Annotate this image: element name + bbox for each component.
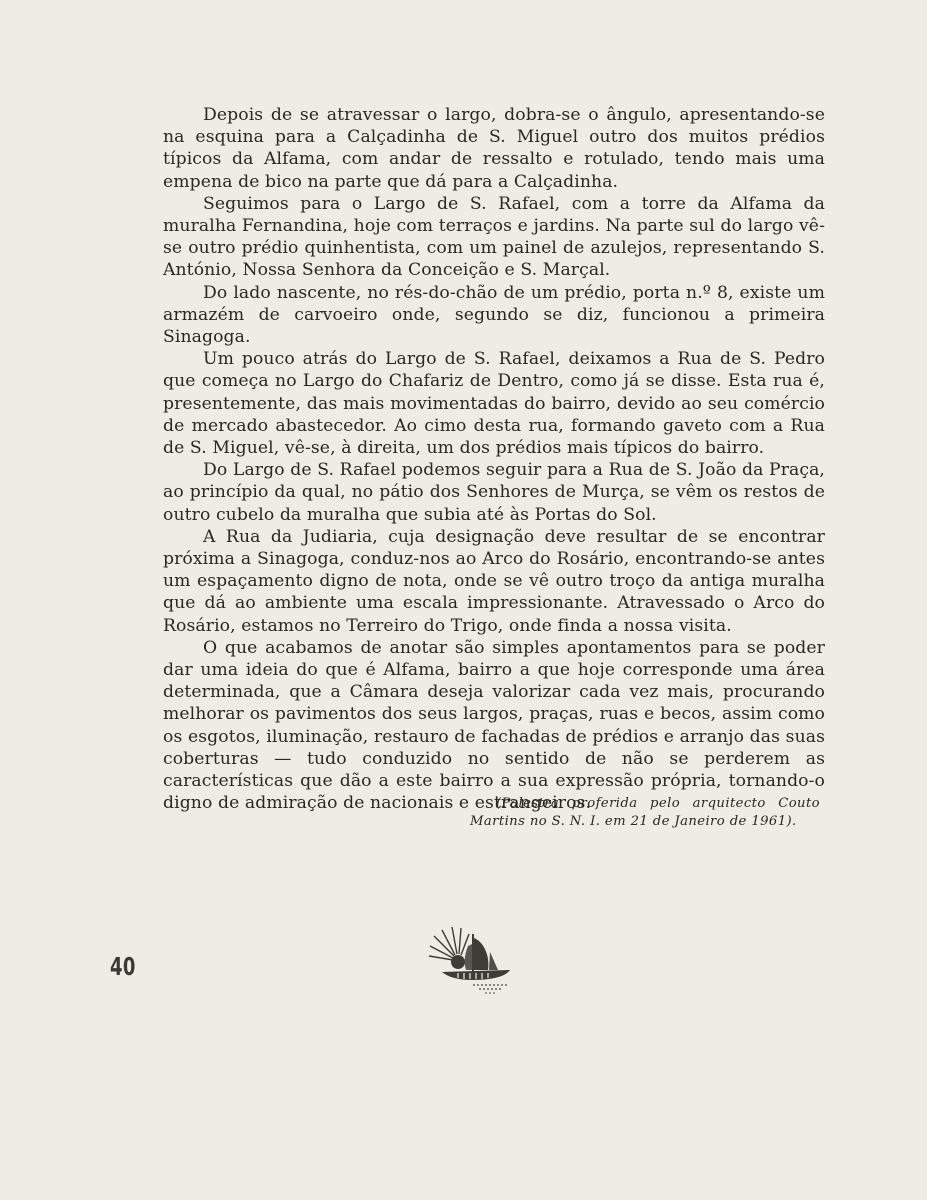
paragraph-2: Seguimos para o Largo de S. Rafael, com a torre da Alfama da muralha Fernandina, hoje com terraços e jardins. Na parte sul do largo vê-se outro prédio quinhentista, com um painel de azulejos, representando S. António, Nossa Senhora da Conceição e S. Marçal. <box>163 193 825 281</box>
lecture-note: (Palestra proferida pelo arquitecto Couto Martins no S. N. I. em 21 de Janeiro de 1961). <box>470 796 820 829</box>
paragraph-4: Um pouco atrás do Largo de S. Rafael, deixamos a Rua de S. Pedro que começa no Largo do Chafariz de Dentro, como já se disse. Esta rua é, presentemente, das mais movimentadas do bairro, devido ao seu comércio de mercado abastecedor. Ao cimo desta rua, formando gaveto com a Rua de S. Miguel, vê-se, à direita, um dos prédios mais típicos do bairro. <box>163 349 825 459</box>
paragraph-1: Depois de se atravessar o largo, dobra-se o ângulo, apresentando-se na esquina para a Calçadinha de S. Miguel outro dos muitos prédios típicos da Alfama, com andar de ressalto e rotulado, tendo mais uma empena de bico na parte que dá para a Calçadinha. <box>163 105 825 192</box>
paragraph-3: Do lado nascente, no rés-do-chão de um prédio, porta n.º 8, existe um armazém de carvoeiro onde, segundo se diz, funcionou a primeira Sinagoga. <box>163 282 825 348</box>
page-number: 40 <box>110 952 136 981</box>
paragraph-5: Do Largo de S. Rafael podemos seguir para a Rua de S. João da Praça, ao princípio da qual, no pátio dos Senhores de Murça, se vêm os restos de outro cubelo da muralha que subia até às Portas do Sol. <box>163 460 825 525</box>
paragraph-7: O que acabamos de anotar são simples apontamentos para se poder dar uma ideia do que é Alfama, bairro a que hoje corresponde uma área determinada, que a Câmara deseja valorizar cada vez mais, procurando melhorar os pavimentos dos seus largos, praças, ruas e becos, assim como os esgotos, iluminação, restauro de fachadas de prédios e arranjo das suas coberturas — tudo conduzido no sentido de não se perderem as características que dão a este bairro a sua expressão própria, tornando-o digno de admiração de nacionais e estrangeiros. <box>163 637 825 814</box>
sun-ship-emblem-icon <box>428 926 524 996</box>
article-body <box>163 104 825 815</box>
paragraph-6: A Rua da Judiaria, cuja designação deve resultar de se encontrar próxima a Sinagoga, conduz-nos ao Arco do Rosário, encontrando-se antes um espaçamento digno de nota, onde se vê outro troço da antiga muralha que dá ao ambiente uma escala impressionante. Atravessado o Arco do Rosário, estamos no Terreiro do Trigo, onde finda a nossa visita. <box>163 526 825 636</box>
